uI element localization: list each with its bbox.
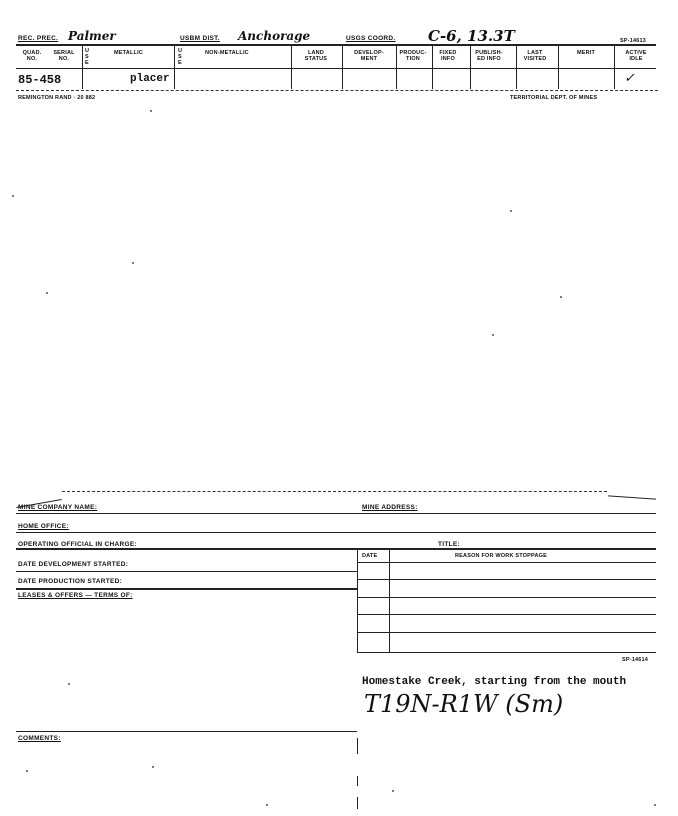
stoppage-divider xyxy=(389,549,390,653)
lower-card-top-edge-tail xyxy=(608,495,656,499)
col-divider xyxy=(291,45,292,89)
usgs-coord-label: USGS COORD. xyxy=(346,35,396,42)
comments-divider-mark xyxy=(357,738,358,754)
usgs-coord-value: C-6, 13.3T xyxy=(428,27,515,45)
col-production: PRODUC-TION xyxy=(399,50,427,62)
rec-prec-value: Palmer xyxy=(68,29,116,43)
col-published-info: PUBLISH-ED INFO xyxy=(475,50,503,62)
operating-official-label: OPERATING OFFICIAL IN CHARGE: xyxy=(18,541,137,548)
mine-company-name-label: MINE COMPANY NAME: xyxy=(18,504,98,511)
speck xyxy=(266,804,268,806)
comments-label: COMMENTS: xyxy=(18,735,61,742)
col-land-status: LAND STATUS xyxy=(304,50,328,62)
printer-imprint: REMINGTON RAND · 20 882 xyxy=(18,95,96,101)
rule xyxy=(16,731,357,732)
col-divider xyxy=(614,45,615,89)
form-number-bottom: SP-14614 xyxy=(622,657,649,663)
column-header-rule xyxy=(16,68,656,69)
rule xyxy=(16,588,357,590)
record-quad-serial: 85-458 xyxy=(18,73,62,87)
usbm-dist-label: USBM DIST. xyxy=(180,35,220,42)
col-use-mark-2: USE xyxy=(178,48,183,66)
rule xyxy=(357,632,656,633)
comments-divider-mark xyxy=(357,776,358,786)
col-merit: MERIT xyxy=(576,50,596,56)
comments-divider-mark xyxy=(357,797,358,809)
rule xyxy=(357,562,656,563)
leases-offers-label: LEASES & OFFERS — TERMS OF: xyxy=(18,592,133,599)
col-divider xyxy=(342,45,343,89)
col-last-visited: LAST VISITED xyxy=(523,50,547,62)
speck xyxy=(26,770,28,772)
rec-prec-label: REC. PREC. xyxy=(18,35,59,42)
rule xyxy=(357,579,656,580)
handwritten-coordinates: T19N-R1W (Sm) xyxy=(364,690,564,718)
speck xyxy=(132,262,134,264)
mine-address-label: MINE ADDRESS: xyxy=(362,504,418,511)
col-divider xyxy=(174,45,175,89)
speck xyxy=(12,195,14,197)
col-metallic: METALLIC xyxy=(114,50,143,56)
rule xyxy=(357,597,656,598)
col-active-idle: ACTIVE IDLE xyxy=(625,50,647,62)
col-serial-no: SERIAL NO. xyxy=(53,50,75,62)
stoppage-reason-col: REASON FOR WORK STOPPAGE xyxy=(455,553,547,559)
top-card-bottom-rule xyxy=(16,90,658,91)
header-rule xyxy=(16,44,656,46)
speck xyxy=(150,110,152,112)
rule xyxy=(16,571,357,572)
rule xyxy=(357,652,656,653)
col-quad-no: QUAD. NO. xyxy=(22,50,42,62)
col-non-metallic: NON-METALLIC xyxy=(205,50,249,56)
speck xyxy=(152,766,154,768)
col-divider xyxy=(470,45,471,89)
department-imprint: TERRITORIAL DEPT. OF MINES xyxy=(510,95,598,101)
record-metallic-value: placer xyxy=(130,73,170,85)
speck xyxy=(560,296,562,298)
col-fixed-info: FIXED INFO xyxy=(439,50,457,62)
rule xyxy=(357,614,656,615)
typed-location-note: Homestake Creek, starting from the mouth xyxy=(362,676,627,688)
rule xyxy=(16,548,656,550)
col-divider xyxy=(432,45,433,89)
home-office-label: HOME OFFICE: xyxy=(18,523,69,530)
date-production-started-label: DATE PRODUCTION STARTED: xyxy=(18,578,123,585)
col-divider xyxy=(516,45,517,89)
speck xyxy=(392,790,394,792)
rule xyxy=(16,532,656,533)
title-label: TITLE: xyxy=(438,541,461,548)
col-development: DEVELOP-MENT xyxy=(354,50,384,62)
usbm-dist-value: Anchorage xyxy=(238,29,311,43)
col-divider xyxy=(558,45,559,89)
col-divider xyxy=(396,45,397,89)
stoppage-divider xyxy=(357,549,358,653)
speck xyxy=(46,292,48,294)
stoppage-date-col: DATE xyxy=(362,553,378,559)
form-number-top: SP-14613 xyxy=(620,38,647,44)
col-use-mark-1: USE xyxy=(85,48,90,66)
rule xyxy=(16,513,656,514)
record-active-idle-mark: ✓ xyxy=(624,71,635,86)
speck xyxy=(510,210,512,212)
lower-card-top-edge xyxy=(62,491,607,492)
col-divider xyxy=(82,45,83,89)
speck xyxy=(68,683,70,685)
speck xyxy=(654,804,656,806)
speck xyxy=(492,334,494,336)
date-development-started-label: DATE DEVELOPMENT STARTED: xyxy=(18,561,129,568)
